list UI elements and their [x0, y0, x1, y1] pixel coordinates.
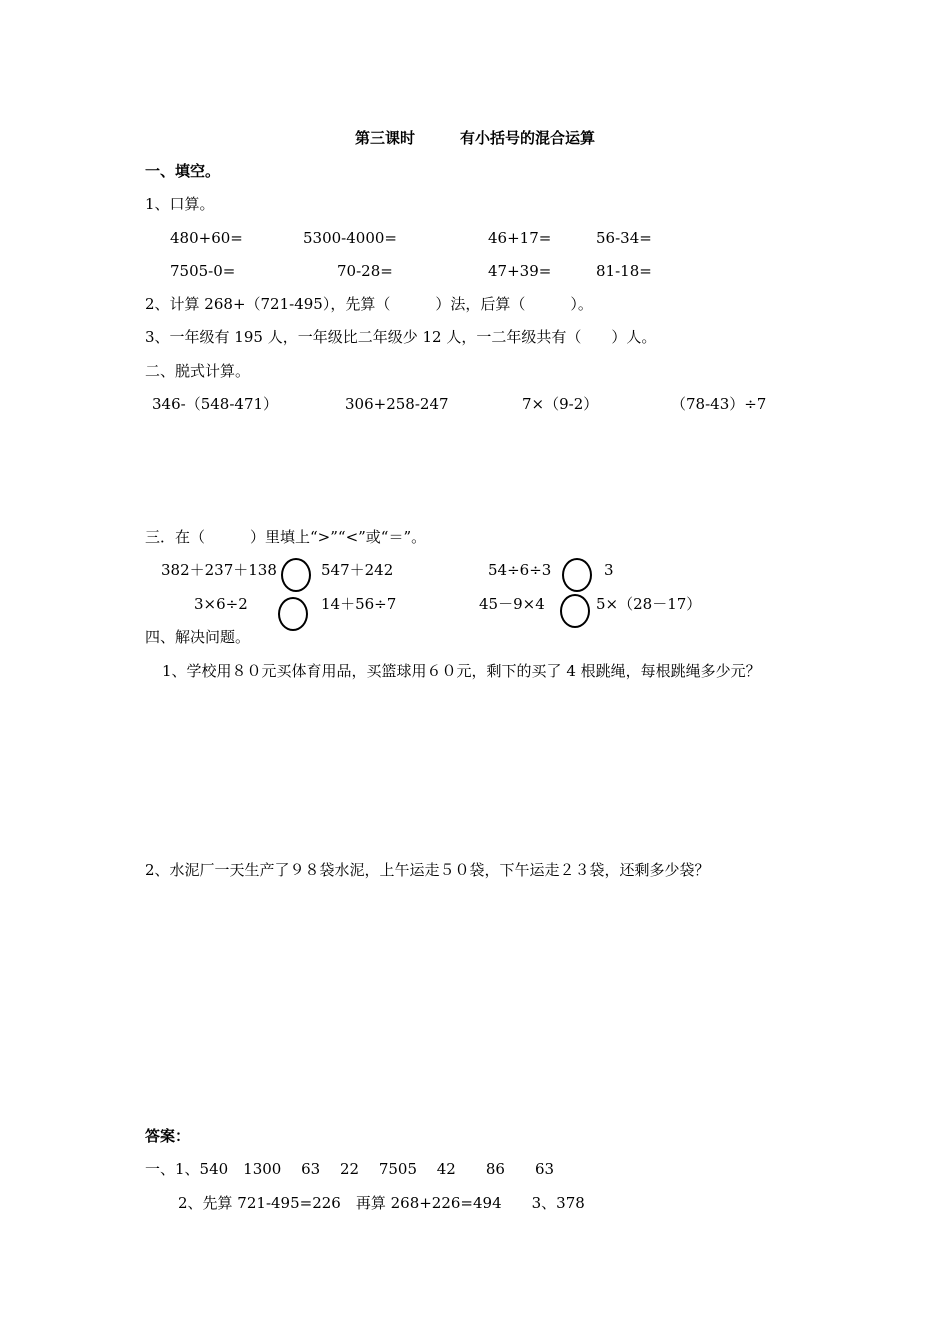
- compare-left: 54÷6÷3: [488, 561, 552, 579]
- compare-circle: [281, 558, 311, 592]
- answers-line-1: 一、1、540 1300 63 22 7505 42 86 63: [145, 1160, 555, 1178]
- calc-item: 7×（9-2）: [522, 395, 599, 413]
- calc-item: 306+258-247: [345, 395, 449, 413]
- compare-left: 45－9×4: [479, 595, 545, 613]
- answers-line-2: 2、先算 721-495=226 再算 268+226=494 3、378: [178, 1194, 585, 1212]
- section1-heading: 一、填空。: [145, 162, 221, 180]
- word-problem-1: 1、学校用８０元买体育用品，买篮球用６０元，剩下的买了 4 根跳绳，每根跳绳多少元？: [162, 662, 761, 680]
- compare-right: 5×（28－17）: [596, 595, 702, 613]
- q1-label: 1、口算。: [145, 195, 215, 213]
- mental-math-item: 70-28=: [337, 262, 393, 280]
- question-2: 2、计算 268+（721-495），先算（ ）法，后算（ ）。: [145, 295, 593, 313]
- mental-math-item: 81-18=: [596, 262, 652, 280]
- word-problem-2: 2、水泥厂一天生产了９８袋水泥，上午运走５０袋，下午运走２３袋，还剩多少袋？: [145, 861, 710, 879]
- answers-heading: 答案：: [145, 1127, 191, 1145]
- mental-math-item: 47+39=: [488, 262, 552, 280]
- page-title: 第三课时 有小括号的混合运算: [354, 129, 595, 147]
- compare-left: 3×6÷2: [194, 595, 248, 613]
- compare-left: 382＋237＋138: [161, 561, 277, 579]
- calc-item: 346-（548-471）: [152, 395, 279, 413]
- mental-math-item: 46+17=: [488, 229, 552, 247]
- section2-heading: 二、脱式计算。: [145, 362, 251, 380]
- mental-math-item: 7505-0=: [170, 262, 236, 280]
- compare-right: 547＋242: [321, 561, 394, 579]
- compare-circle: [560, 594, 590, 628]
- section3-heading: 三．在（ ）里填上“>”“<”或“＝”。: [145, 528, 427, 546]
- mental-math-item: 56-34=: [596, 229, 652, 247]
- compare-right: 3: [604, 561, 614, 579]
- calc-item: （78-43）÷7: [671, 395, 767, 413]
- mental-math-item: 5300-4000=: [303, 229, 397, 247]
- question-3: 3、一年级有 195 人，一年级比二年级少 12 人，一二年级共有（ ）人。: [145, 328, 657, 346]
- mental-math-item: 480+60=: [170, 229, 243, 247]
- section4-heading: 四、解决问题。: [145, 628, 251, 646]
- compare-circle: [562, 558, 592, 592]
- compare-circle: [278, 597, 308, 631]
- compare-right: 14＋56÷7: [321, 595, 397, 613]
